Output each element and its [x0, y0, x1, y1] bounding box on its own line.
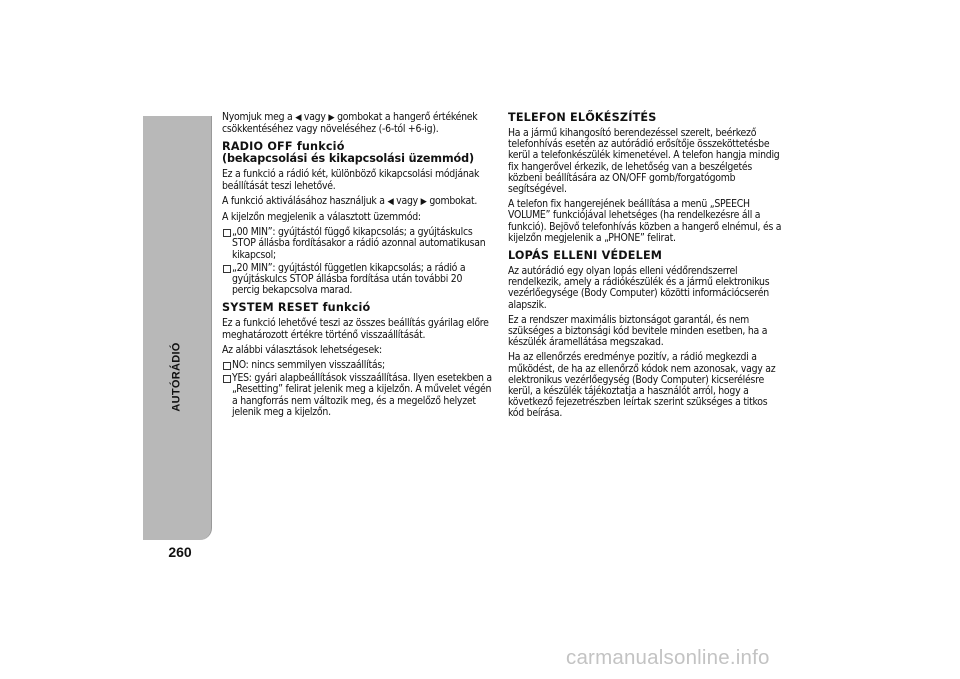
list-item: NO: nincs semmilyen visszaállítás; [222, 360, 492, 371]
watermark: carmanualsonline.info [566, 646, 770, 669]
chapter-label: AUTÓRÁDIÓ [171, 342, 183, 412]
system-reset-list [222, 360, 492, 418]
chapter-tab [143, 116, 212, 540]
radio-off-heading: RADIO OFF funkció (bekapcsolási és kikapcsolási üzemmód) [222, 141, 492, 165]
system-reset-p1: Ez a funkció lehetővé teszi az összes beállítás gyárilag előre meghatározott értékre történő visszaállítását. [222, 317, 489, 341]
list-item: YES: gyári alapbeállítások visszaállítása. Ilyen esetekben a „Resetting” felirat jelenik meg a kijelzőn. A művelet végén a hangforrás nem változik meg, és a megelőző helyzet jelenik meg a kijelzőn. [222, 373, 492, 418]
telefon-heading: TELEFON ELŐKÉSZÍTÉS [508, 111, 657, 124]
telefon-p1: Ha a jármű kihangosító berendezéssel szerelt, beérkező telefonhívás esetén az autórádió erősítője összeköttetésbe kerül a telefonkészülék kimenetével. A telefon hangja mindig fix hangerővel érkezik, de lehetőség van a beszélgetés közbeni beállítására az ON/OFF gomb/forgatógomb segítségével. [508, 127, 780, 196]
lopas-heading: LOPÁS ELLENI VÉDELEM [508, 249, 663, 263]
radio-off-p3: A kijelzőn megjelenik a választott üzemmód: [222, 211, 421, 224]
radio-off-list [222, 227, 492, 296]
lopas-p2: Ez a rendszer maximális biztonságot garantál, és nem szükséges a biztonsági kód bevitele minden esetben, ha a készülék áramellátása megszakad. [508, 313, 768, 349]
telefon-p2: A telefon fix hangerejének beállítása a menü „SPEECH VOLUME” funkciójával lehetséges (ha rendelkezésre áll a funkció). Bejövő telefonhívás közben a hangerő elnémul, és a kijelzőn megjelenik a „PHONE” felirat. [508, 198, 782, 244]
list-item: „20 MIN”: gyújtástól független kikapcsolás; a rádió a gyújtáskulcs STOP állásba fordítása után további 20 percig bekapcsolva marad. [222, 263, 492, 297]
system-reset-heading: SYSTEM RESET funkció [222, 301, 371, 315]
lopas-p3: Ha az ellenőrzés eredménye pozitív, a rádió megkezdi a működést, de ha az ellenőrző kódok nem azonosak, vagy az elektronikus vezérlőegység (Body Computer) kicserélésre kerül, a készülék tájékoztatja a használót arról, hogy a következő fejezetrészben leírtak szerint szükséges a titkos kód beírása. [508, 351, 776, 420]
lopas-p1: Az autórádió egy olyan lopás elleni védőrendszerrel rendelkezik, amely a rádiókészülék és a jármű elektronikus vezérlőegysége (Body Computer) közötti információcserén alapszik. [508, 265, 770, 311]
right-arrow-icon: ▶ [420, 196, 427, 207]
radio-off-p1: Ez a funkció a rádió két, különböző kikapcsolási módjának beállítását teszi lehetővé. [222, 168, 480, 192]
right-column [508, 112, 784, 424]
radio-off-p2: A funkció aktiválásához használjuk a ◀ vagy ▶ gombokat. [222, 194, 478, 207]
volume-intro: Nyomjuk meg a ◀ vagy ▶ gombokat a hangerő értékének csökkentéséhez vagy növeléséhez (-6-tól +6-ig). [222, 111, 478, 136]
left-arrow-icon: ◀ [295, 113, 302, 123]
left-arrow-icon: ◀ [387, 196, 394, 207]
list-item: „00 MIN”: gyújtástól függő kikapcsolás; a gyújtáskulcs STOP állásba fordításakor a rádió azonnal automatikusan kikapcsol; [222, 227, 492, 261]
system-reset-p2: Az alábbi választások lehetségesek: [222, 343, 382, 356]
page-number: 260 [168, 544, 192, 560]
left-column [222, 112, 492, 422]
right-arrow-icon: ▶ [328, 113, 335, 123]
radio-off-subheading: (bekapcsolási és kikapcsolási üzemmód) [222, 152, 475, 166]
